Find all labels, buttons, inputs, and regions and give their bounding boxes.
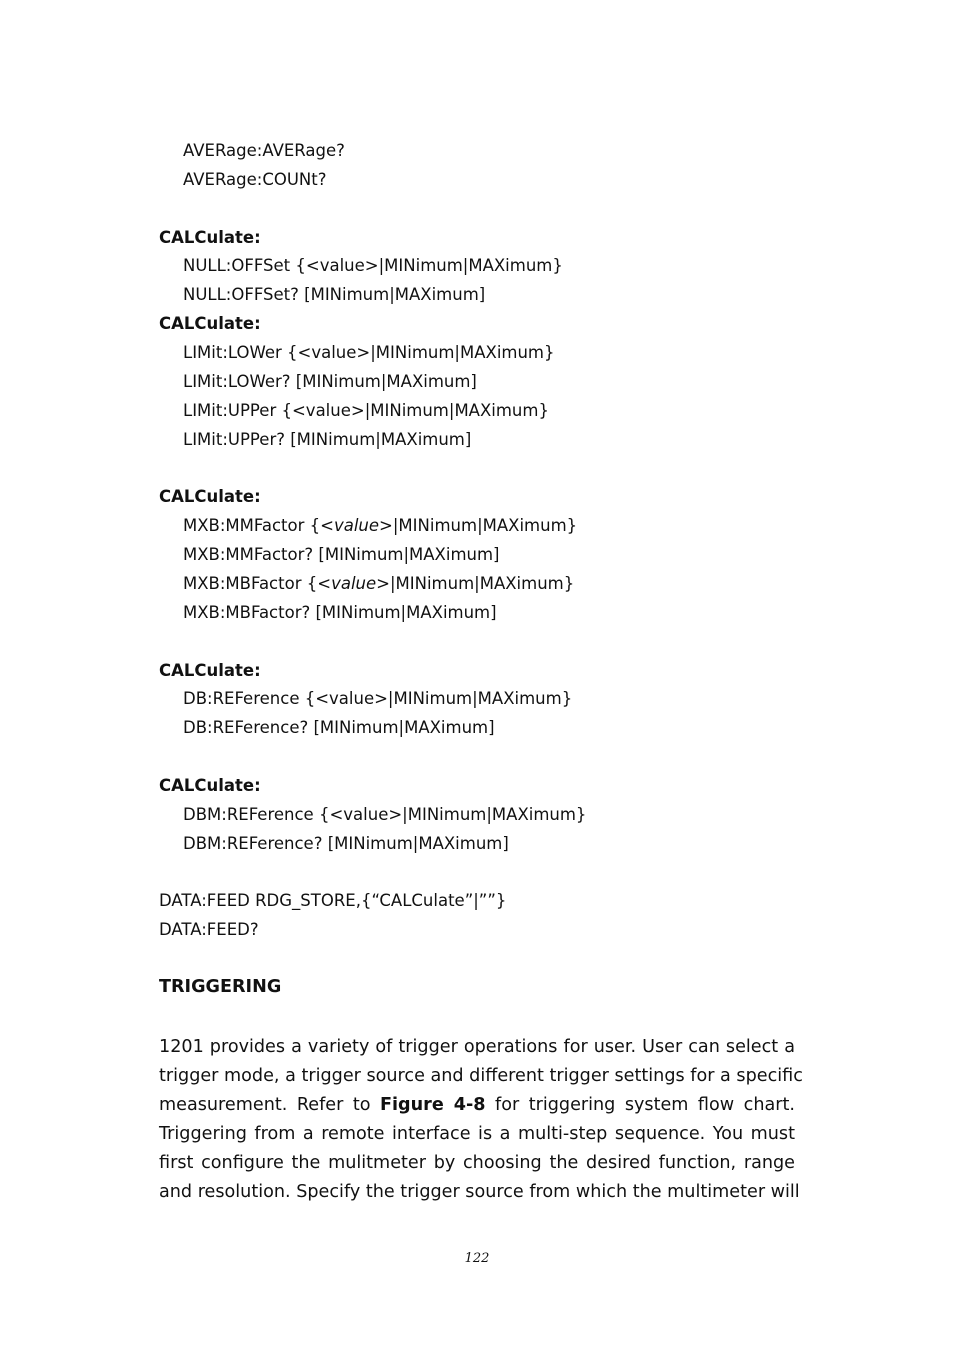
paragraph-line-3-post: for triggering system flow chart. [485,1094,795,1115]
cmd-mxb-mbfactor-suffix: >|MINimum|MAXimum} [376,574,575,593]
cmd-mxb-mmfactor-query: MXB:MMFactor? [MINimum|MAXimum] [183,545,500,564]
paragraph-line-3-pre: measurement. Refer to [159,1094,380,1115]
cmd-average-count: AVERage:COUNt? [183,170,327,189]
cmd-dbm-reference-query: DBM:REFerence? [MINimum|MAXimum] [183,834,509,853]
paragraph-line-4: Triggering from a remote interface is a multi-step sequence. You must [159,1123,795,1144]
cmd-mxb-mmfactor [183,515,577,537]
cmd-limit-lower: LIMit:LOWer {<value>|MINimum|MAXimum} [183,343,555,362]
cmd-average-average: AVERage:AVERage? [183,141,345,160]
cmd-limit-lower-query: LIMit:LOWer? [MINimum|MAXimum] [183,372,477,391]
cmd-mxb-mmfactor-prefix: MXB:MMFactor {< [183,516,334,535]
cmd-null-offset-query: NULL:OFFSet? [MINimum|MAXimum] [183,285,486,304]
cmd-mxb-mbfactor-query: MXB:MBFactor? [MINimum|MAXimum] [183,603,497,622]
calculate-header-dbm: CALCulate: [159,776,261,795]
section-heading-triggering: TRIGGERING [159,977,282,997]
paragraph-line-6: and resolution. Specify the trigger source from which the multimeter will [159,1181,800,1202]
cmd-mxb-mbfactor-prefix: MXB:MBFactor {< [183,574,332,593]
calculate-header-db: CALCulate: [159,661,261,680]
cmd-dbm-reference: DBM:REFerence {<value>|MINimum|MAXimum} [183,805,587,824]
cmd-data-feed-query: DATA:FEED? [159,920,259,939]
cmd-mxb-mbfactor [183,573,574,595]
calculate-header-mxb: CALCulate: [159,487,261,506]
page-number: 122 [464,1251,490,1266]
paragraph-line-5: first configure the mulitmeter by choosing the desired function, range [159,1152,795,1173]
cmd-mxb-mmfactor-suffix: >|MINimum|MAXimum} [379,516,578,535]
calculate-header-limit: CALCulate: [159,314,261,333]
triggering-paragraph [159,1033,803,1206]
paragraph-line-3 [159,1091,795,1120]
figure-reference: Figure 4-8 [379,1094,486,1115]
cmd-db-reference: DB:REFerence {<value>|MINimum|MAXimum} [183,689,573,708]
cmd-mxb-mmfactor-value: value [333,516,380,535]
calculate-header-null: CALCulate: [159,228,261,247]
paragraph-line-1: 1201 provides a variety of trigger operations for user. User can select a [159,1037,795,1057]
cmd-limit-upper-query: LIMit:UPPer? [MINimum|MAXimum] [183,430,472,449]
cmd-mxb-mbfactor-value: value [331,574,377,593]
cmd-db-reference-query: DB:REFerence? [MINimum|MAXimum] [183,718,495,737]
cmd-null-offset: NULL:OFFSet {<value>|MINimum|MAXimum} [183,256,563,275]
cmd-limit-upper: LIMit:UPPer {<value>|MINimum|MAXimum} [183,401,549,420]
cmd-data-feed: DATA:FEED RDG_STORE,{“CALCulate”|””} [159,891,507,910]
paragraph-line-2: trigger mode, a trigger source and different trigger settings for a specific [159,1065,803,1086]
